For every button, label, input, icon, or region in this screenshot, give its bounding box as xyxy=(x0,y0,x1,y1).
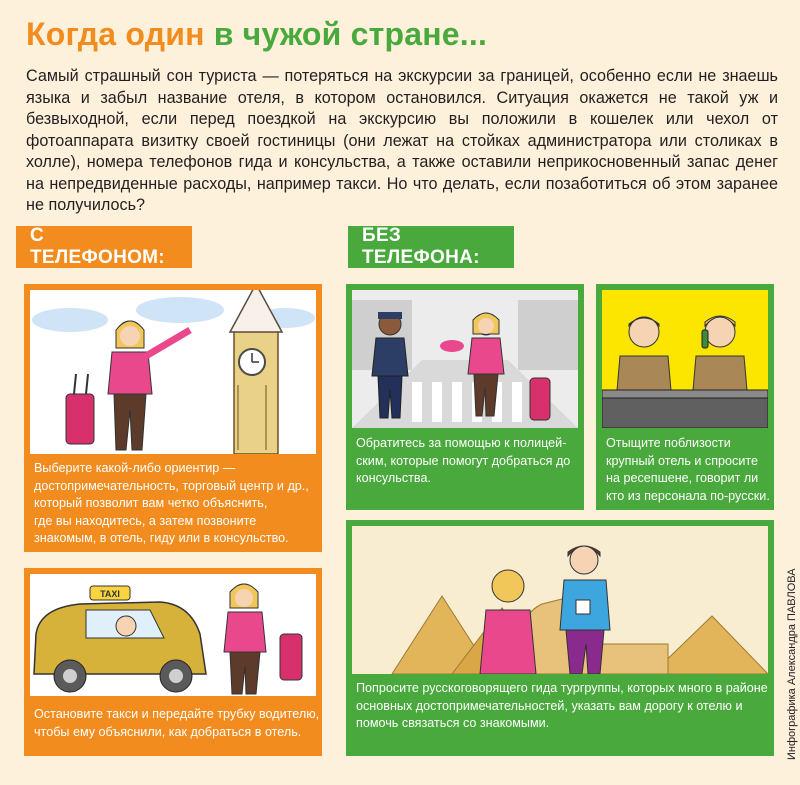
caption-hotel xyxy=(606,435,770,505)
taxi-sign: TAXI xyxy=(100,589,120,599)
title-part-2: в чужой стране... xyxy=(213,16,488,52)
caption-line: знакомым, в отель, гиду или в консульство. xyxy=(34,531,289,545)
intro-paragraph: Самый страшный сон туриста — потеряться на экскурсии за границей, особенно если не знаешь языка и забыл название отеля, в котором остановился. Ситуация окажется не такой уж и безвыходной, если перед поездкой на экскурсию вы положили в кошелек или чехол от фотоаппарата визитку своей гостиницы (они лежат на стойках администратора или столиках в холле), номера телефонов гида и консульства, а также оставили неприкосновенный запас денег на непредвиденные расходы, например такси. Но что делать, если позаботиться об этом заранее не получилось? xyxy=(26,67,778,214)
caption-line: кто из персонала по-русски. xyxy=(606,488,770,503)
caption-taxi xyxy=(34,706,320,741)
caption-line: на ресепшене, говорит ли xyxy=(606,471,759,485)
caption-line: помочь связаться со знакомыми. xyxy=(356,716,550,730)
illustration-taxi xyxy=(30,574,316,696)
illustration-hotel xyxy=(602,290,768,428)
caption-line: где вы находитесь, а затем позвоните xyxy=(34,513,257,528)
panel-police xyxy=(346,284,584,510)
caption-line: Выберите какой-либо ориентир — xyxy=(34,461,236,475)
panel-guide xyxy=(346,520,774,756)
panel-hotel xyxy=(596,284,774,510)
illustration-landmark xyxy=(30,290,316,454)
infographic-credit: Инфографика Александра ПАВЛОВА xyxy=(786,568,798,760)
taxi-illustration-image xyxy=(30,574,316,696)
page-title xyxy=(26,16,487,53)
police-illustration-image xyxy=(352,290,578,428)
panel-taxi xyxy=(24,568,322,756)
caption-line: основных достопримечательностей, указать вам дорогу к отелю и xyxy=(356,698,743,713)
caption-line: Обратитесь за помощью к полицей- xyxy=(356,436,567,450)
panel-landmark xyxy=(24,284,322,552)
title-part-1: Когда один xyxy=(26,16,214,52)
illustration-police xyxy=(352,290,578,428)
caption-line: Отыщите поблизости xyxy=(606,436,731,450)
caption-line: крупный отель и спросите xyxy=(606,453,758,468)
caption-line: достопримечательность, торговый центр и др., xyxy=(34,478,309,493)
caption-line: который позволит вам четко объяснить, xyxy=(34,496,268,510)
caption-line: ским, которые помогут добраться до xyxy=(356,453,571,468)
caption-line: Остановите такси и передайте трубку водителю, xyxy=(34,707,320,721)
hotel-illustration-image xyxy=(602,290,768,428)
guide-illustration-image xyxy=(352,526,768,674)
section-label-without-phone: БЕЗ ТЕЛЕФОНА: xyxy=(348,226,514,268)
caption-police xyxy=(356,435,576,488)
caption-line: Попросите русскоговорящего гида тургруппы, которых много в районе xyxy=(356,681,768,695)
landmark-illustration-image xyxy=(30,290,316,454)
caption-guide xyxy=(356,680,766,733)
caption-line: чтобы ему объяснили, как добраться в отель. xyxy=(34,724,302,739)
caption-line: консульства. xyxy=(356,471,431,485)
caption-landmark xyxy=(34,460,314,548)
section-label-with-phone: С ТЕЛЕФОНОМ: xyxy=(16,226,192,268)
illustration-guide xyxy=(352,526,768,674)
